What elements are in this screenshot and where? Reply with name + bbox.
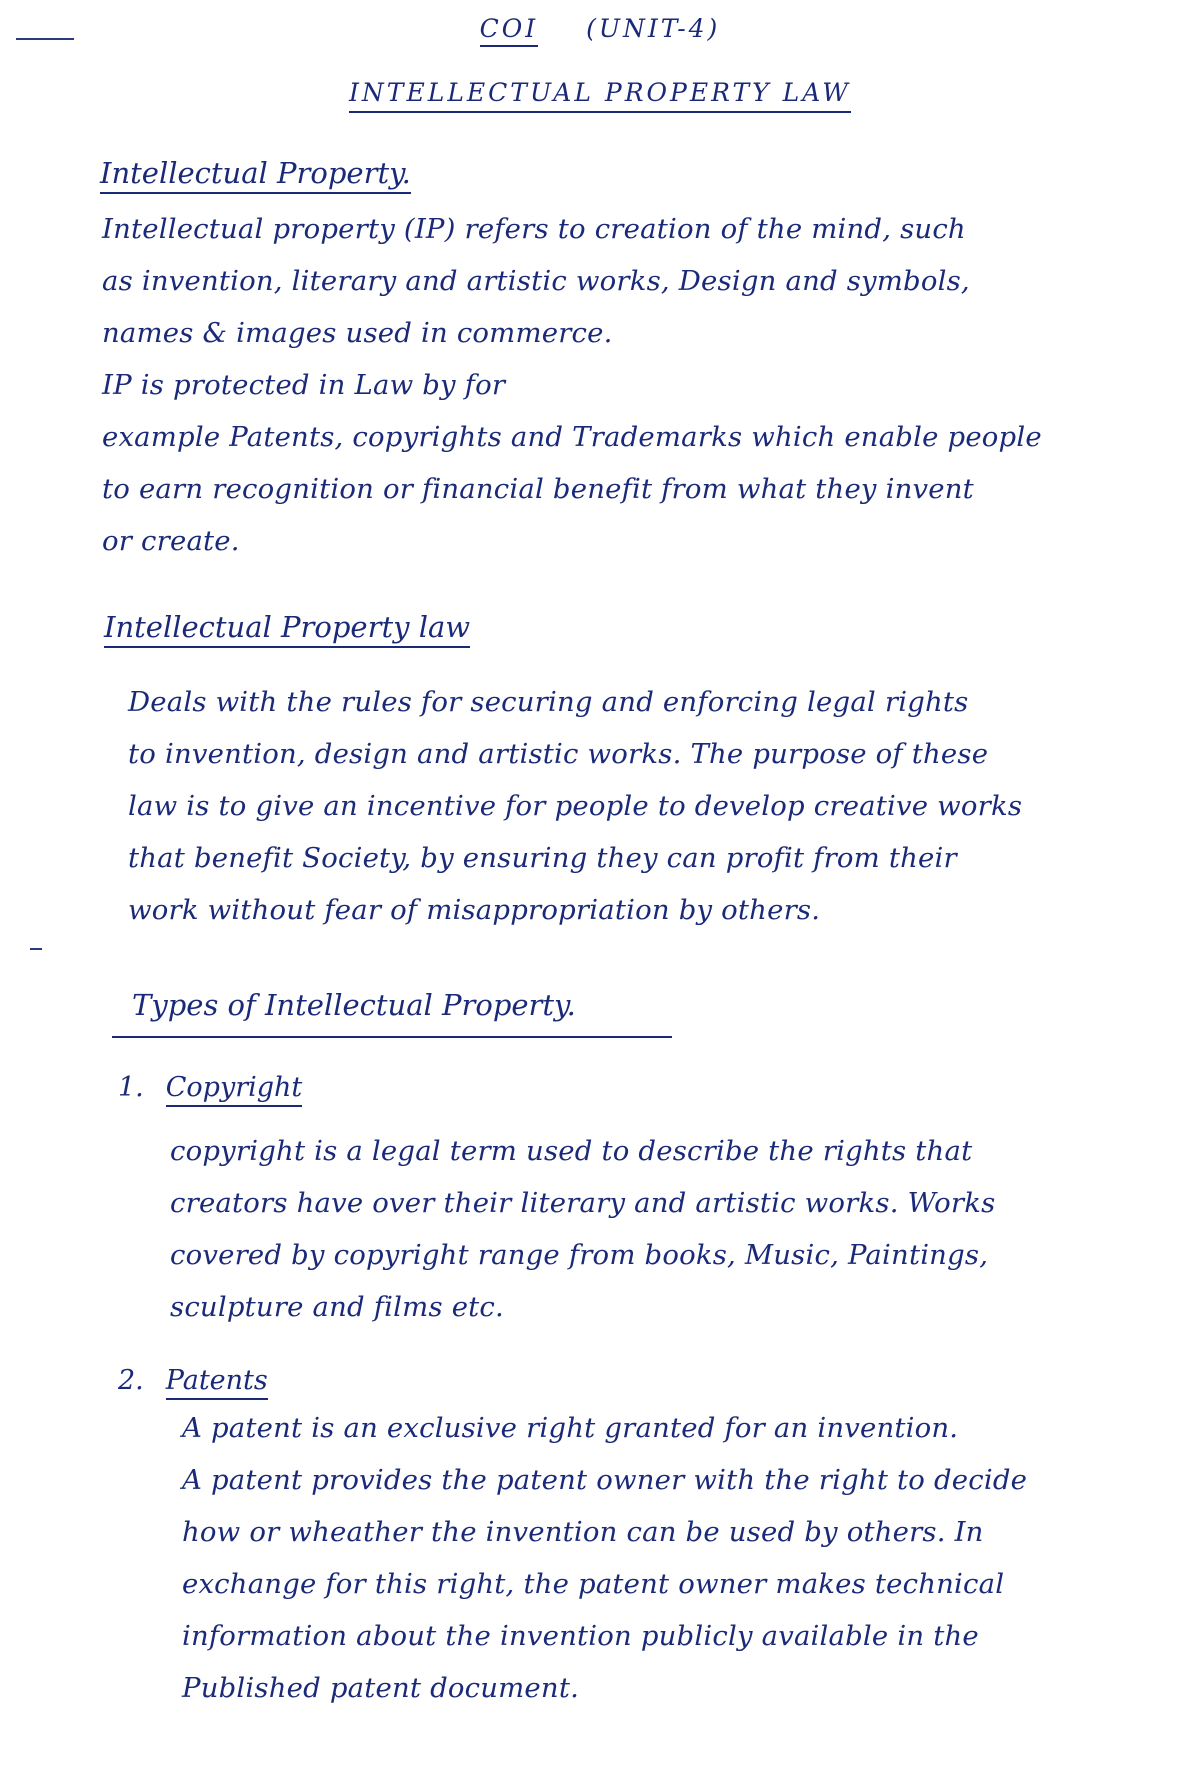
unit-header [0,14,1200,47]
patents-title: Patents [166,1365,268,1400]
copyright-paragraph: copyright is a legal term used to describe the rights that creators have over their literary and artistic works. Works covered by copyright range from books, Music, Paintings, sculpture and films etc. [170,1135,996,1323]
course-code: COI [480,14,539,47]
copyright-number: 1. [118,1072,144,1103]
copyright-title: Copyright [166,1072,303,1107]
margin-tick [30,948,42,950]
patents-paragraph: A patent is an exclusive right granted for an invention. A patent provides the patent owner with the right to decide how or wheather the invention can be used by others. In exchange for this right, the patent owner makes technical information about the invention publicly available in the Published patent document. [182,1412,1028,1704]
unit-label: (UNIT-4) [586,14,721,43]
patents-number: 2. [118,1365,144,1396]
ip-paragraph: Intellectual property (IP) refers to creation of the mind, such as invention, literary and artistic works, Design and symbols, names & images used in commerce. IP is protected in Law by for example Patents, copyrights and Trademarks which enable people to earn recognition or financial benefit from what they invent or create. [102,213,1042,557]
patents-label [118,1366,268,1396]
ipl-heading: Intellectual Property law [104,612,470,648]
ipl-paragraph: Deals with the rules for securing and enforcing legal rights to invention, design and artistic works. The purpose of these law is to give an incentive for people to develop creative works that benefit Society, by ensuring they can profit from their work without fear of misappropriation by others. [128,686,1023,926]
copyright-label [118,1073,302,1103]
page-title-text: INTELLECTUAL PROPERTY LAW [349,78,851,113]
types-underline [112,1036,672,1038]
page-title [0,78,1200,107]
types-heading: Types of Intellectual Property. [132,988,576,1022]
ip-heading: Intellectual Property. [100,158,411,194]
